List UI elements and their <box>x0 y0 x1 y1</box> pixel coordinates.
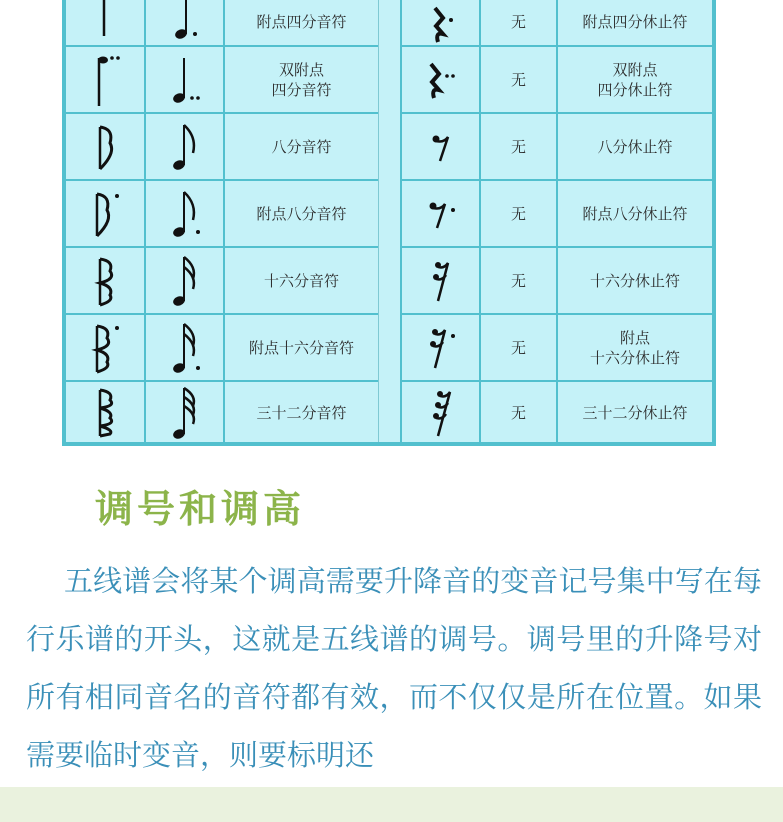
note-symbol <box>146 114 223 179</box>
note-duration-table <box>62 0 716 446</box>
rest-symbol <box>402 0 479 45</box>
note-symbol <box>146 315 223 380</box>
simplified-note-symbol <box>66 315 144 380</box>
footer-band <box>0 787 783 822</box>
note-name-cell: 三十二分音符 <box>256 404 347 422</box>
note-symbol <box>146 0 223 45</box>
body-paragraph <box>26 552 762 784</box>
simplified-note-symbol <box>66 248 144 313</box>
rest-symbol <box>402 315 479 380</box>
note-symbol <box>146 248 223 313</box>
note-symbol <box>146 382 223 444</box>
rest-name-cell: 附点四分休止符 <box>582 12 688 31</box>
rest-symbol <box>402 47 479 112</box>
rest-symbol <box>402 181 479 246</box>
note-name-cell: 附点四分音符 <box>256 12 347 31</box>
simplified-note-symbol <box>66 114 144 179</box>
note-name-cell: 附点十六分音符 <box>248 338 354 357</box>
rest-count-cell: 无 <box>510 271 526 290</box>
simplified-note-symbol <box>66 47 144 112</box>
rest-count-cell: 无 <box>510 204 526 223</box>
rest-count-cell: 无 <box>510 70 526 89</box>
note-name-cell: 双附点 四分音符 <box>271 60 332 99</box>
table-gap <box>378 0 401 442</box>
rest-symbol <box>402 382 479 444</box>
rest-name-cell: 附点八分休止符 <box>582 204 688 223</box>
rest-count-cell: 无 <box>510 404 526 422</box>
rest-symbol <box>402 114 479 179</box>
rest-name-cell: 附点 十六分休止符 <box>589 328 680 367</box>
rest-name-cell: 三十二分休止符 <box>582 404 688 422</box>
simplified-note-symbol <box>66 181 144 246</box>
note-symbol <box>146 181 223 246</box>
section-heading: 调号和调高 <box>95 487 306 531</box>
rest-count-cell: 无 <box>510 338 526 357</box>
note-name-cell: 附点八分音符 <box>256 204 347 223</box>
rest-name-cell: 八分休止符 <box>597 137 673 156</box>
rest-count-cell: 无 <box>510 12 526 31</box>
note-symbol <box>146 47 223 112</box>
simplified-note-symbol <box>66 382 144 444</box>
rest-name-cell: 双附点 四分休止符 <box>597 60 673 99</box>
paragraph-text: 五线谱会将某个调高需要升降音的变音记号集中写在每行乐谱的开头，这就是五线谱的调号。调号里的升降号对所有相同音名的音符都有效，而不仅仅是所在位置。如果需要临时变音，则要标明还 <box>26 564 762 772</box>
rest-symbol <box>402 248 479 313</box>
note-name-cell: 十六分音符 <box>263 271 339 290</box>
rest-name-cell: 十六分休止符 <box>589 271 680 290</box>
simplified-note-symbol <box>66 0 144 45</box>
table-grid <box>66 0 712 442</box>
rest-count-cell: 无 <box>510 137 526 156</box>
note-name-cell: 八分音符 <box>271 137 332 156</box>
